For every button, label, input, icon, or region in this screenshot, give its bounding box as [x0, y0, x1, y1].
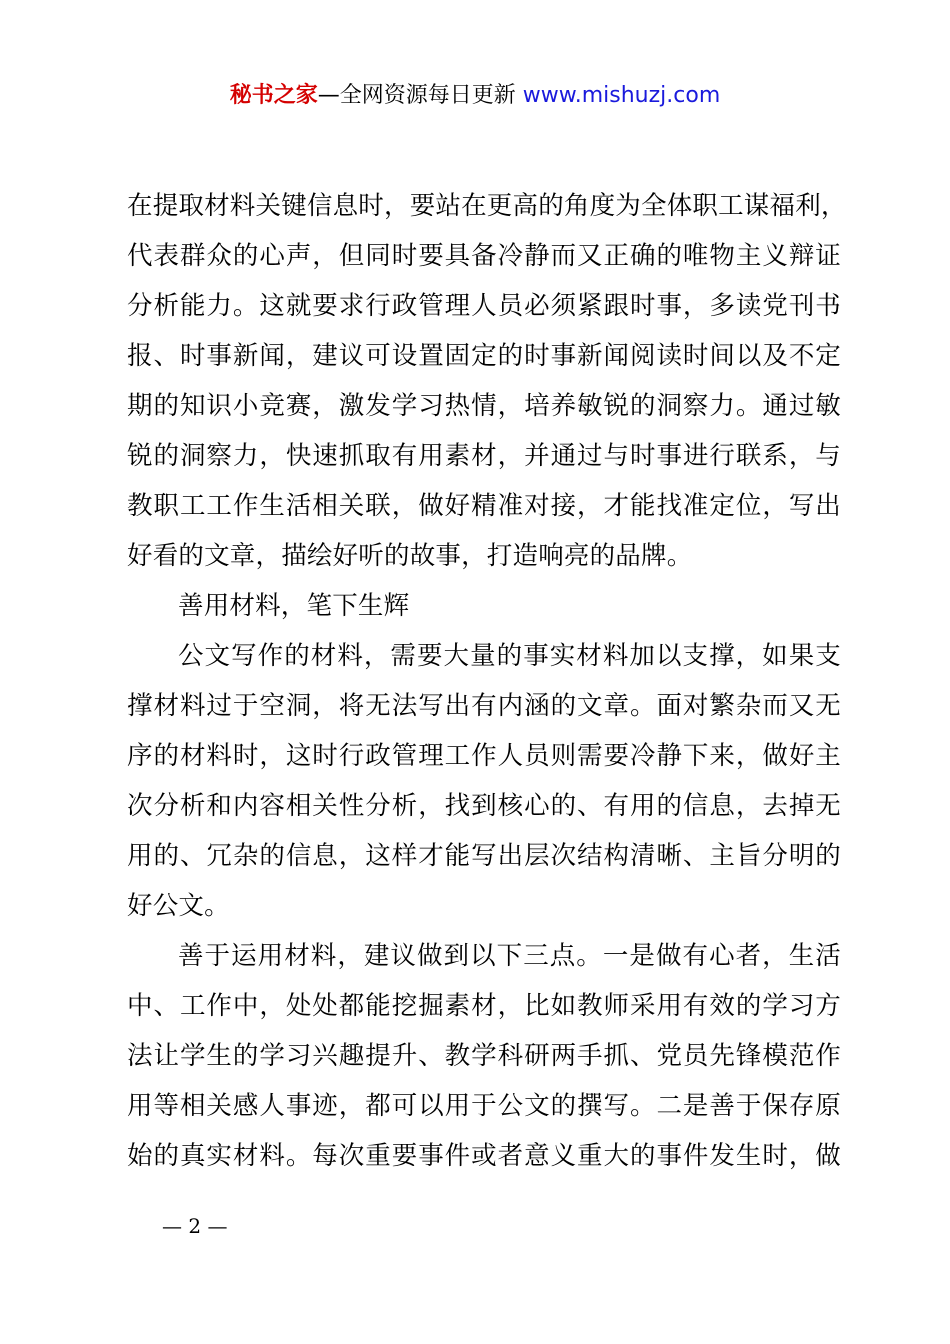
- text-line: 锐的洞察力，快速抓取有用素材，并通过与时事进行联系，与: [127, 441, 841, 471]
- text-line: 在提取材料关键信息时，要站在更高的角度为全体职工谋福利，: [127, 191, 847, 221]
- text-line: 序的材料时，这时行政管理工作人员则需要冷静下来，做好主: [127, 741, 841, 771]
- document-body: [127, 181, 847, 1181]
- text-line: 次分析和内容相关性分析，找到核心的、有用的信息，去掉无: [127, 791, 841, 821]
- text-line: 教职工工作生活相关联，做好精准对接，才能找准定位，写出: [127, 491, 841, 521]
- text-line: 报、时事新闻，建议可设置固定的时事新闻阅读时间以及不定: [127, 341, 841, 371]
- text-line: 期的知识小竞赛，激发学习热情，培养敏锐的洞察力。通过敏: [127, 391, 841, 421]
- text-line: 公文写作的材料，需要大量的事实材料加以支撑，如果支: [178, 641, 841, 671]
- site-slogan: —全网资源每日更新: [317, 83, 516, 108]
- text-line: 代表群众的心声，但同时要具备冷静而又正确的唯物主义辩证: [127, 241, 841, 271]
- site-header: [0, 82, 950, 110]
- text-line: 中、工作中，处处都能挖掘素材，比如教师采用有效的学习方: [127, 991, 841, 1021]
- text-line: 善于运用材料，建议做到以下三点。一是做有心者，生活: [178, 941, 841, 971]
- text-line: 分析能力。这就要求行政管理人员必须紧跟时事，多读党刊书: [127, 291, 841, 321]
- text-line: 用等相关感人事迹，都可以用于公文的撰写。二是善于保存原: [127, 1091, 841, 1121]
- page-number: — 2 —: [162, 1214, 228, 1238]
- text-line: 好看的文章，描绘好听的故事，打造响亮的品牌。: [127, 541, 693, 571]
- text-line: 用的、冗杂的信息，这样才能写出层次结构清晰、主旨分明的: [127, 841, 841, 871]
- section-heading: 善用材料，笔下生辉: [178, 591, 410, 621]
- text-line: 好公文。: [127, 891, 230, 921]
- text-line: 始的真实材料。每次重要事件或者意义重大的事件发生时，做: [127, 1141, 841, 1171]
- text-line: 法让学生的学习兴趣提升、教学科研两手抓、党员先锋模范作: [127, 1041, 841, 1071]
- text-line: 撑材料过于空洞，将无法写出有内涵的文章。面对繁杂而又无: [127, 691, 841, 721]
- site-url-link[interactable]: www.mishuzj.com: [522, 83, 721, 108]
- site-brand: 秘书之家: [229, 83, 318, 108]
